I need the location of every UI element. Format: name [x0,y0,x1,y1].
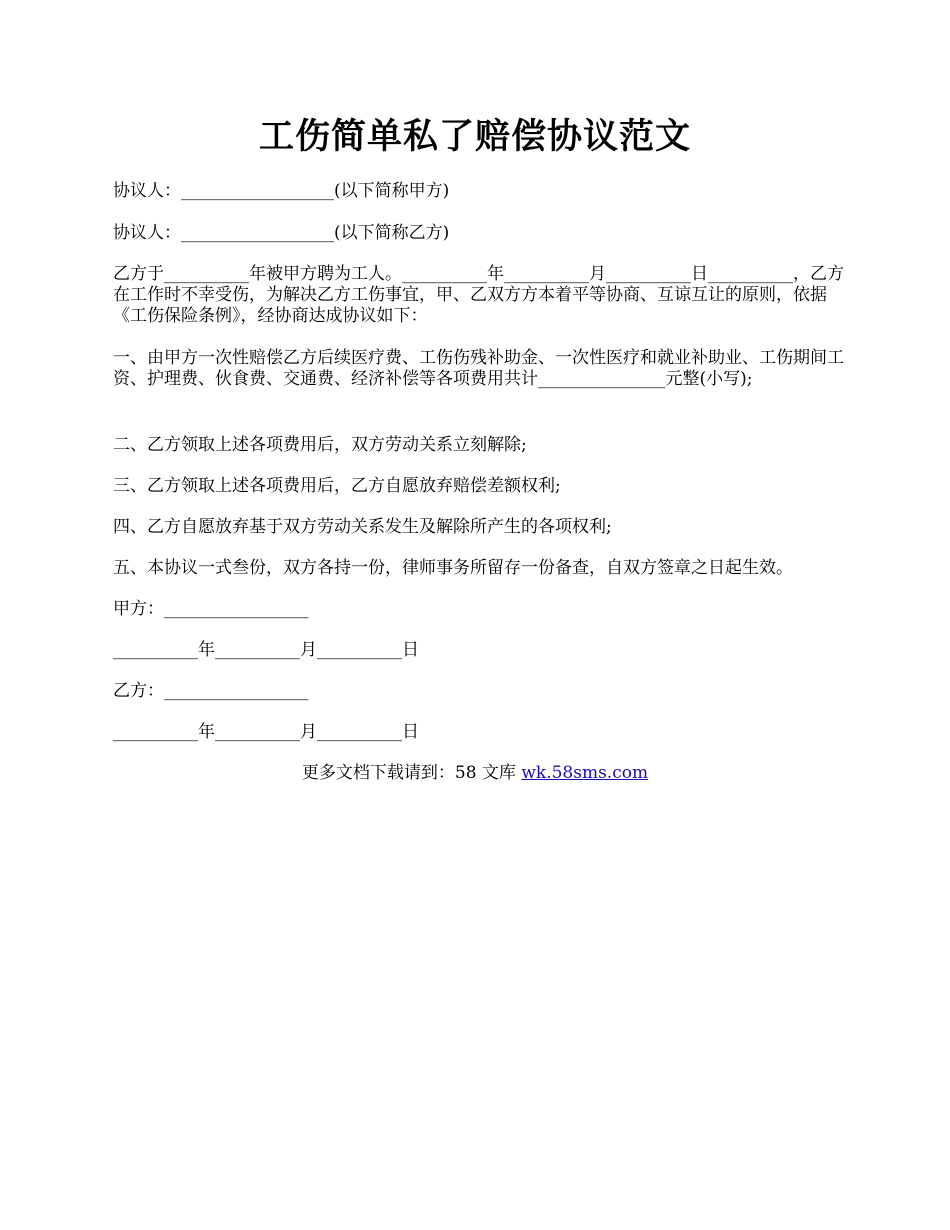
footer-website-link[interactable]: wk.58sms.com [521,763,649,783]
party-b-date: __________年__________月__________日 [113,722,419,742]
page-title: 工伤简单私了赔偿协议范文 [258,116,691,157]
footer-text: 更多文档下载请到：58 文库 [301,763,522,783]
clause-4: 四、乙方自愿放弃基于双方劳动关系发生及解除所产生的各项权利; [113,517,612,537]
party-b-signature: 乙方：_________________ [113,681,309,701]
party-a-date: __________年__________月__________日 [113,640,419,660]
party-b-line: 协议人：__________________(以下简称乙方) [113,223,450,243]
clause-2: 二、乙方领取上述各项费用后，双方劳动关系立刻解除; [113,435,527,455]
clause-1: 一、由甲方一次性赔偿乙方后续医疗费、工伤伤残补助金、一次性医疗和就业补助业、工伤期间工资、护理费、伙食费、交通费、经济补偿等各项费用共计_______________元整(小写); [113,348,844,389]
party-a-line: 协议人：__________________(以下简称甲方) [113,181,450,201]
clause-3: 三、乙方领取上述各项费用后，乙方自愿放弃赔偿差额权利; [113,476,561,496]
party-a-signature: 甲方：_________________ [113,599,309,619]
clause-5: 五、本协议一式叁份，双方各持一份，律师事务所留存一份备查，自双方签章之日起生效。 [113,558,793,578]
footer-download-note [0,763,950,784]
preamble-paragraph: 乙方于__________年被甲方聘为工人。__________年__________月__________日__________，乙方在工作时不幸受伤，为解决乙方工伤事宜，甲、乙双方方本着平等协商、互谅互让的原则，依据《工伤保险条例》，经协商达成协议如下： [113,264,844,326]
